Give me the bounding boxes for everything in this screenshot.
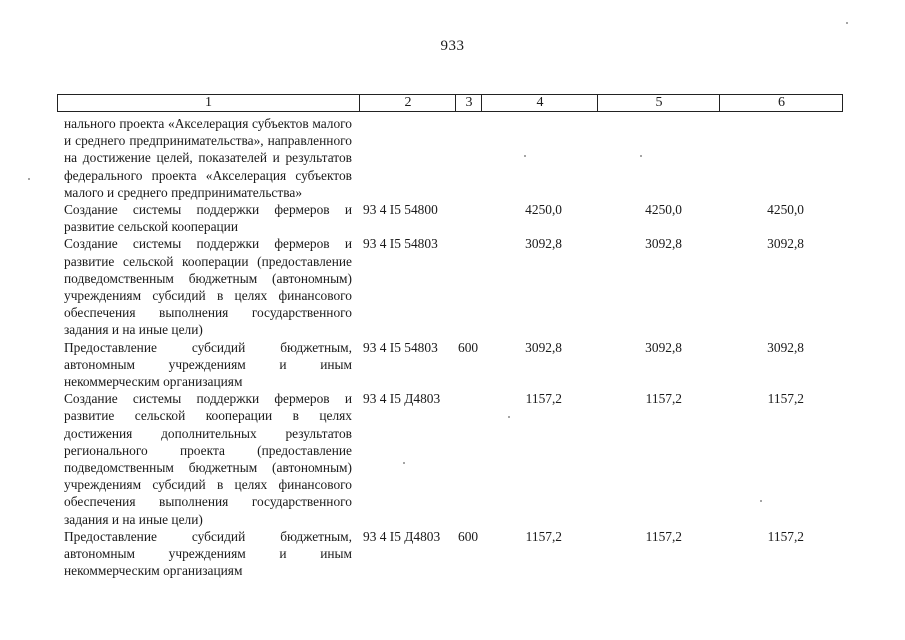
row-value-col5: 3092,8: [645, 236, 682, 252]
scan-speck: [403, 462, 405, 464]
table-row: [0, 528, 905, 580]
scan-speck: [760, 500, 762, 502]
table-body: [0, 115, 905, 579]
table-row: [0, 390, 905, 528]
row-value-col4: 1157,2: [525, 391, 562, 407]
row-code: 93 4 I5 Д4803: [363, 391, 441, 407]
header-col-6: 6: [719, 95, 843, 111]
row-description: Создание системы поддержки фермеров и развитие сельской кооперации: [64, 202, 352, 235]
row-expense-type: 600: [458, 528, 479, 544]
scan-speck: [524, 155, 526, 157]
row-value-col4: 3092,8: [525, 236, 562, 252]
row-value-col6: 3092,8: [767, 339, 804, 355]
row-value-col4: 1157,2: [525, 528, 562, 544]
scan-speck: [508, 416, 510, 418]
row-description: Создание системы поддержки фермеров и развитие сельской кооперации (предоставление подведомственным бюджетным (автономным) учреждениям субсидий в целях финансового обеспечения выполнения государственного задания и на иные цели): [64, 236, 352, 338]
scan-speck: [846, 22, 848, 24]
row-value-col6: 1157,2: [767, 528, 804, 544]
row-value-col6: 4250,0: [767, 202, 804, 218]
header-col-2: 2: [359, 95, 456, 111]
row-expense-type: 600: [458, 339, 479, 355]
row-description: Предоставление субсидий бюджетным, автономным учреждениям и иным некоммерческим организациям: [64, 339, 352, 390]
row-code: 93 4 I5 54800: [363, 202, 438, 218]
row-value-col4: 3092,8: [525, 339, 562, 355]
row-value-col5: 1157,2: [645, 528, 682, 544]
table-row: [0, 201, 905, 235]
table-row: [0, 115, 905, 201]
header-col-1: 1: [205, 95, 212, 110]
scan-speck: [640, 155, 642, 157]
table-row: [0, 339, 905, 391]
header-col-4: 4: [481, 95, 598, 111]
row-code: 93 4 I5 54803: [363, 236, 438, 252]
row-value-col5: 1157,2: [645, 391, 682, 407]
row-value-col4: 4250,0: [525, 202, 562, 218]
row-description: нального проекта «Акселерация субъектов малого и среднего предпринимательства», направленного на достижение целей, показателей и результатов федерального проекта «Акселерация субъектов малого и среднего предпринимательства»: [64, 116, 352, 200]
row-code: 93 4 I5 Д4803: [363, 528, 441, 544]
row-code: 93 4 I5 54803: [363, 339, 438, 355]
page-number: 933: [440, 38, 465, 54]
row-description: Предоставление субсидий бюджетным, автономным учреждениям и иным некоммерческим организациям: [64, 528, 352, 579]
table-row: [0, 235, 905, 338]
header-col-3: 3: [455, 95, 482, 111]
scan-speck: [28, 178, 30, 180]
row-description: Создание системы поддержки фермеров и развитие сельской кооперации в целях достижения дополнительных результатов регионального проекта (предоставление подведомственным бюджетным (автономным) учреждениям субсидий в целях финансового обеспечения выполнения государственного задания и на иные цели): [64, 391, 352, 527]
header-col-5: 5: [597, 95, 720, 111]
row-value-col6: 1157,2: [767, 391, 804, 407]
row-value-col5: 4250,0: [645, 202, 682, 218]
table-header: [57, 94, 843, 112]
row-value-col6: 3092,8: [767, 236, 804, 252]
row-value-col5: 3092,8: [645, 339, 682, 355]
